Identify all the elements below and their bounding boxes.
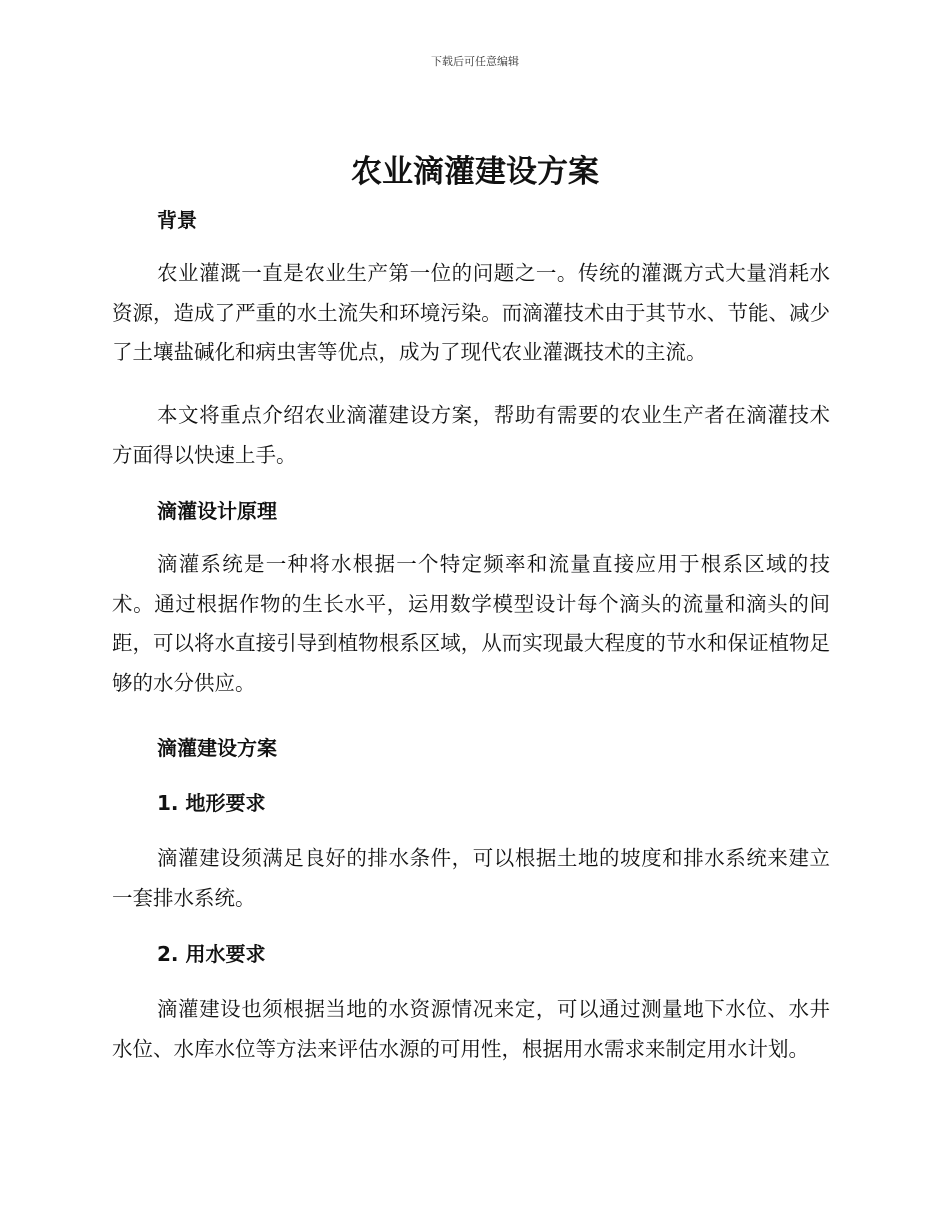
section-heading-principle: 滴灌设计原理	[157, 499, 277, 523]
paragraph-background-2: 本文将重点介绍农业滴灌建设方案，帮助有需要的农业生产者在滴灌技术方面得以快速上手。	[112, 403, 830, 467]
header-note: 下载后可任意编辑	[431, 55, 519, 68]
subheading-terrain: 1. 地形要求	[157, 791, 266, 815]
paragraph-water-use: 滴灌建设也须根据当地的水资源情况来定，可以通过测量地下水位、水井水位、水库水位等方法来评估水源的可用性，根据用水需求来制定用水计划。	[112, 997, 830, 1061]
section-heading-plan: 滴灌建设方案	[157, 736, 277, 760]
paragraph-principle-1: 滴灌系统是一种将水根据一个特定频率和流量直接应用于根系区域的技术。通过根据作物的生长水平，运用数学模型设计每个滴头的流量和滴头的间距，可以将水直接引导到植物根系区域，从而实现最大程度的节水和保证植物足够的水分供应。	[112, 552, 830, 695]
paragraph-background-1: 农业灌溉一直是农业生产第一位的问题之一。传统的灌溉方式大量消耗水资源，造成了严重的水土流失和环境污染。而滴灌技术由于其节水、节能、减少了土壤盐碱化和病虫害等优点，成为了现代农业灌溉技术的主流。	[112, 261, 830, 364]
document-title: 农业滴灌建设方案	[351, 154, 599, 190]
paragraph-terrain: 滴灌建设须满足良好的排水条件，可以根据土地的坡度和排水系统来建立一套排水系统。	[112, 846, 830, 910]
subheading-water-use: 2. 用水要求	[157, 942, 266, 966]
section-heading-background: 背景	[157, 208, 197, 232]
